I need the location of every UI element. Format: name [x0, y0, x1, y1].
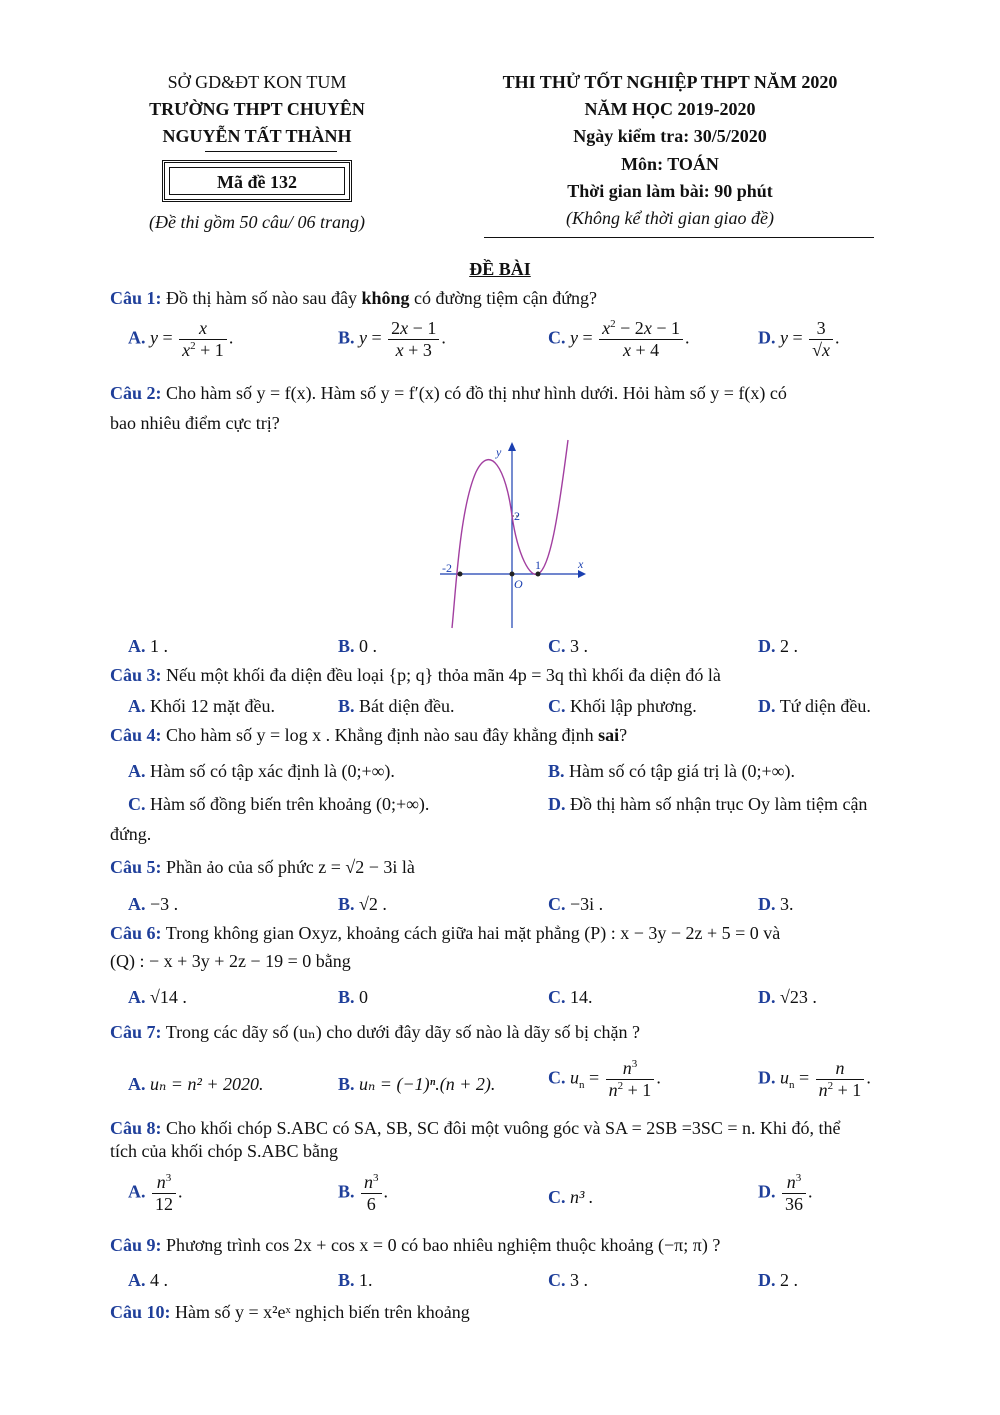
exam-date: Ngày kiểm tra: 30/5/2020: [573, 126, 767, 146]
q5-option-d: D. 3.: [758, 894, 794, 914]
q3-option-b: B. Bát diện đều.: [338, 696, 455, 716]
section-title: ĐỀ BÀI: [469, 259, 531, 279]
y-axis-label: y: [496, 445, 502, 459]
question-1: Câu 1: Đồ thị hàm số nào sau đây không có đường tiệm cận đứng?: [110, 288, 598, 308]
q3-option-c: C. Khối lập phương.: [548, 696, 697, 716]
q6-option-a: A. √14 .: [128, 987, 187, 1007]
header-right-rule: [484, 237, 874, 238]
origin-label: O: [514, 577, 523, 591]
q8-option-b: B. $\frac{n^3}{6}$ .: [338, 1172, 389, 1214]
q1-option-b: B. y = $\frac{2x - 1}{x + 3}$ .: [338, 318, 446, 360]
question-9: Câu 9: Phương trình cos 2x + cos x = 0 có bao nhiêu nghiệm thuộc khoảng (−π; π) ?: [110, 1235, 721, 1255]
question-6-line2: (Q) : − x + 3y + 2z − 19 = 0 bằng: [110, 951, 351, 971]
q7-option-c: C. $u_n$ = $\frac{n^3}{n^2 + 1}$ .: [548, 1058, 661, 1100]
q3-option-d: D. Tứ diện đều.: [758, 696, 871, 716]
tick-2-label: 2: [514, 509, 520, 523]
q1-option-c: C. y = $\frac{x^2 - 2x - 1}{x + 4}$ .: [548, 318, 690, 360]
dept-name: SỞ GD&ĐT KON TUM: [167, 72, 347, 92]
q4-option-c: C. Hàm số đồng biến trên khoảng (0;+∞).: [128, 794, 430, 814]
q8-option-d: D. $\frac{n^3}{36}$ .: [758, 1172, 813, 1214]
q9-option-a: A. 4 .: [128, 1270, 168, 1290]
q9-option-b: B. 1.: [338, 1270, 373, 1290]
q6-option-b: B. 0: [338, 987, 369, 1007]
time-limit: Thời gian làm bài: 90 phút: [567, 181, 773, 201]
x-axis-arrow: [578, 570, 586, 578]
q5-option-c: C. −3i .: [548, 894, 604, 914]
q8-option-c: C. n³ .: [548, 1187, 594, 1207]
q3-option-a: A. Khối 12 mặt đều.: [128, 696, 275, 716]
tick-minus2-label: -2: [442, 561, 452, 575]
q9-option-d: D. 2 .: [758, 1270, 798, 1290]
tick-1-label: 1: [535, 558, 541, 572]
q2-option-d: D. 2 .: [758, 636, 798, 656]
q6-option-c: C. 14.: [548, 987, 593, 1007]
q5-option-b: B. √2 .: [338, 894, 387, 914]
time-note: (Không kể thời gian giao đề): [565, 208, 775, 228]
school-line1: TRƯỜNG THPT CHUYÊN: [149, 99, 365, 119]
subject: Môn: TOÁN: [621, 154, 719, 174]
q5-option-a: A. −3 .: [128, 894, 179, 914]
q2-option-a: A. 1 .: [128, 636, 168, 656]
page-count-note: (Đề thi gồm 50 câu/ 06 trang): [149, 212, 365, 232]
origin-point: [510, 572, 515, 577]
school-line2: NGUYỄN TẤT THÀNH: [162, 126, 352, 146]
exam-title: THI THỬ TỐT NGHIỆP THPT NĂM 2020: [502, 72, 838, 92]
q7-option-b: B. uₙ = (−1)ⁿ.(n + 2).: [338, 1074, 496, 1094]
x-axis-label: x: [578, 557, 584, 571]
q1-option-a: A. y = $\frac{x}{x^2 + 1}$ .: [128, 318, 234, 360]
question-2: Câu 2: Cho hàm số y = f(x). Hàm số y = f′(x) có đồ thị như hình dưới. Hỏi hàm số y = f(x) có: [110, 383, 787, 403]
q7-option-a: A. uₙ = n² + 2020.: [128, 1074, 264, 1094]
q4-option-a: A. Hàm số có tập xác định là (0;+∞).: [128, 761, 395, 781]
exam-code-box: [162, 160, 352, 202]
question-3: Câu 3: Nếu một khối đa diện đều loại {p; q} thỏa mãn 4p = 3q thì khối đa diện đó là: [110, 665, 721, 685]
question-5: Câu 5: Phần ảo của số phức z = √2 − 3i là: [110, 857, 415, 877]
question-4: Câu 4: Cho hàm số y = log x . Khẳng định nào sau đây khẳng định sai?: [110, 725, 628, 745]
q2-option-c: C. 3 .: [548, 636, 588, 656]
derivative-curve: [452, 440, 568, 628]
q2-option-b: B. 0 .: [338, 636, 378, 656]
q4-option-d: D. Đồ thị hàm số nhận trục Oy làm tiệm cận: [548, 794, 868, 814]
question-10: Câu 10: Hàm số y = x²eˣ nghịch biến trên khoảng: [110, 1302, 470, 1322]
root-minus-2: [458, 572, 463, 577]
q6-option-d: D. √23 .: [758, 987, 817, 1007]
header-underline: [205, 151, 337, 152]
q9-option-c: C. 3 .: [548, 1270, 588, 1290]
q8-option-a: A. $\frac{n^3}{12}$ .: [128, 1172, 183, 1214]
question-2-line2: bao nhiêu điểm cực trị?: [110, 413, 280, 433]
root-1: [536, 572, 541, 577]
derivative-graph: [430, 438, 600, 630]
question-8: Câu 8: Cho khối chóp S.ABC có SA, SB, SC đôi một vuông góc và SA = 2SB =3SC = n. Khi đó, thể: [110, 1118, 841, 1138]
q4-option-d-cont: đứng.: [110, 824, 152, 844]
y-axis-arrow: [508, 442, 516, 451]
question-6: Câu 6: Trong không gian Oxyz, khoảng cách giữa hai mặt phẳng (P) : x − 3y − 2z + 5 = 0 và: [110, 923, 781, 943]
q1-option-d: D. y = $\frac{3}{√x}$ .: [758, 318, 840, 360]
school-year: NĂM HỌC 2019-2020: [584, 99, 756, 119]
exam-code: Mã đề 132: [217, 172, 297, 192]
q4-option-b: B. Hàm số có tập giá trị là (0;+∞).: [548, 761, 795, 781]
q7-option-d: D. $u_n$ = $\frac{n}{n^2 + 1}$ .: [758, 1058, 871, 1100]
question-8-line2: tích của khối chóp S.ABC bằng: [110, 1141, 338, 1161]
question-7: Câu 7: Trong các dãy số (uₙ) cho dưới đây dãy số nào là dãy số bị chặn ?: [110, 1022, 640, 1042]
